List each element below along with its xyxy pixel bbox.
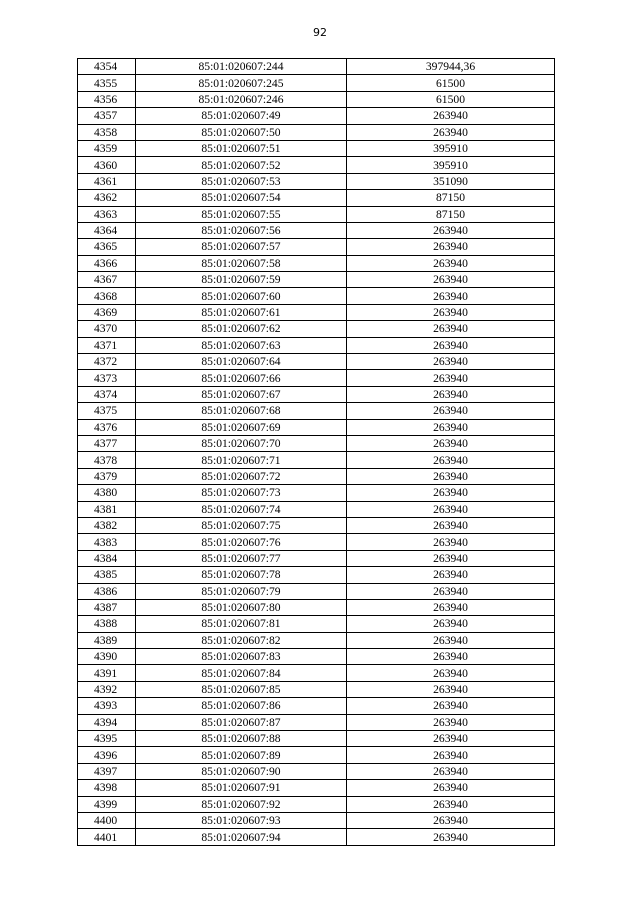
row-number-cell: 4371 [78, 337, 136, 353]
cadastral-number-cell: 85:01:020607:62 [136, 321, 347, 337]
value-cell: 263940 [347, 731, 555, 747]
value-cell: 263940 [347, 599, 555, 615]
cadastral-number-cell: 85:01:020607:50 [136, 124, 347, 140]
value-cell: 263940 [347, 403, 555, 419]
row-number-cell: 4366 [78, 255, 136, 271]
row-number-cell: 4381 [78, 501, 136, 517]
table-row [78, 747, 555, 763]
cadastral-number-cell: 85:01:020607:85 [136, 681, 347, 697]
value-cell: 263940 [347, 255, 555, 271]
cadastral-number-cell: 85:01:020607:53 [136, 173, 347, 189]
cadastral-number-cell: 85:01:020607:246 [136, 91, 347, 107]
cadastral-number-cell: 85:01:020607:244 [136, 59, 347, 75]
cadastral-number-cell: 85:01:020607:61 [136, 304, 347, 320]
value-cell: 263940 [347, 321, 555, 337]
value-cell: 263940 [347, 485, 555, 501]
table-row [78, 337, 555, 353]
table-row [78, 403, 555, 419]
value-cell: 351090 [347, 173, 555, 189]
value-cell: 263940 [347, 714, 555, 730]
row-number-cell: 4395 [78, 731, 136, 747]
cadastral-number-cell: 85:01:020607:60 [136, 288, 347, 304]
cadastral-number-cell: 85:01:020607:94 [136, 829, 347, 845]
value-cell: 263940 [347, 829, 555, 845]
table-row [78, 288, 555, 304]
value-cell: 263940 [347, 763, 555, 779]
table-row [78, 386, 555, 402]
row-number-cell: 4389 [78, 632, 136, 648]
row-number-cell: 4373 [78, 370, 136, 386]
cadastral-number-cell: 85:01:020607:51 [136, 140, 347, 156]
row-number-cell: 4360 [78, 157, 136, 173]
row-number-cell: 4372 [78, 354, 136, 370]
cadastral-number-cell: 85:01:020607:49 [136, 108, 347, 124]
row-number-cell: 4391 [78, 665, 136, 681]
row-number-cell: 4378 [78, 452, 136, 468]
table-row [78, 763, 555, 779]
cadastral-number-cell: 85:01:020607:80 [136, 599, 347, 615]
cadastral-number-cell: 85:01:020607:88 [136, 731, 347, 747]
row-number-cell: 4368 [78, 288, 136, 304]
cadastral-number-cell: 85:01:020607:54 [136, 190, 347, 206]
cadastral-number-cell: 85:01:020607:92 [136, 796, 347, 812]
value-cell: 263940 [347, 534, 555, 550]
cadastral-number-cell: 85:01:020607:74 [136, 501, 347, 517]
row-number-cell: 4384 [78, 550, 136, 566]
row-number-cell: 4396 [78, 747, 136, 763]
row-number-cell: 4361 [78, 173, 136, 189]
table-row [78, 796, 555, 812]
table-row [78, 812, 555, 828]
cadastral-number-cell: 85:01:020607:78 [136, 567, 347, 583]
row-number-cell: 4386 [78, 583, 136, 599]
table-row [78, 468, 555, 484]
row-number-cell: 4355 [78, 75, 136, 91]
cadastral-number-cell: 85:01:020607:68 [136, 403, 347, 419]
table-row [78, 485, 555, 501]
value-cell: 263940 [347, 632, 555, 648]
table-row [78, 681, 555, 697]
table-row [78, 124, 555, 140]
cadastral-number-cell: 85:01:020607:63 [136, 337, 347, 353]
table-row [78, 108, 555, 124]
table-row [78, 157, 555, 173]
value-cell: 263940 [347, 616, 555, 632]
value-cell: 263940 [347, 419, 555, 435]
table-row [78, 321, 555, 337]
value-cell: 263940 [347, 272, 555, 288]
cadastral-number-cell: 85:01:020607:76 [136, 534, 347, 550]
table-row [78, 452, 555, 468]
value-cell: 395910 [347, 140, 555, 156]
table-row [78, 304, 555, 320]
cadastral-number-cell: 85:01:020607:81 [136, 616, 347, 632]
value-cell: 263940 [347, 435, 555, 451]
cadastral-number-cell: 85:01:020607:87 [136, 714, 347, 730]
cadastral-number-cell: 85:01:020607:82 [136, 632, 347, 648]
table-row [78, 59, 555, 75]
row-number-cell: 4362 [78, 190, 136, 206]
value-cell: 263940 [347, 337, 555, 353]
table-row [78, 140, 555, 156]
value-cell: 61500 [347, 75, 555, 91]
row-number-cell: 4392 [78, 681, 136, 697]
cadastral-number-cell: 85:01:020607:64 [136, 354, 347, 370]
cadastral-number-cell: 85:01:020607:84 [136, 665, 347, 681]
row-number-cell: 4364 [78, 222, 136, 238]
table-row [78, 370, 555, 386]
row-number-cell: 4400 [78, 812, 136, 828]
cadastral-number-cell: 85:01:020607:56 [136, 222, 347, 238]
row-number-cell: 4401 [78, 829, 136, 845]
table-row [78, 206, 555, 222]
value-cell: 87150 [347, 206, 555, 222]
table-row [78, 435, 555, 451]
value-cell: 263940 [347, 747, 555, 763]
table-row [78, 517, 555, 533]
row-number-cell: 4356 [78, 91, 136, 107]
table-row [78, 222, 555, 238]
row-number-cell: 4363 [78, 206, 136, 222]
row-number-cell: 4388 [78, 616, 136, 632]
row-number-cell: 4370 [78, 321, 136, 337]
row-number-cell: 4382 [78, 517, 136, 533]
table-row [78, 780, 555, 796]
cadastral-number-cell: 85:01:020607:245 [136, 75, 347, 91]
cadastral-number-cell: 85:01:020607:89 [136, 747, 347, 763]
table-row [78, 354, 555, 370]
row-number-cell: 4365 [78, 239, 136, 255]
table-body [78, 59, 555, 846]
table-row [78, 731, 555, 747]
cadastral-number-cell: 85:01:020607:73 [136, 485, 347, 501]
value-cell: 263940 [347, 288, 555, 304]
cadastral-number-cell: 85:01:020607:72 [136, 468, 347, 484]
value-cell: 263940 [347, 681, 555, 697]
row-number-cell: 4387 [78, 599, 136, 615]
value-cell: 263940 [347, 124, 555, 140]
cadastral-number-cell: 85:01:020607:71 [136, 452, 347, 468]
table-row [78, 665, 555, 681]
table-row [78, 501, 555, 517]
value-cell: 263940 [347, 698, 555, 714]
cadastral-number-cell: 85:01:020607:79 [136, 583, 347, 599]
value-cell: 263940 [347, 649, 555, 665]
table-row [78, 583, 555, 599]
cadastral-number-cell: 85:01:020607:70 [136, 435, 347, 451]
cadastral-number-cell: 85:01:020607:67 [136, 386, 347, 402]
table-row [78, 419, 555, 435]
value-cell: 263940 [347, 796, 555, 812]
table-row [78, 567, 555, 583]
value-cell: 263940 [347, 501, 555, 517]
cadastral-number-cell: 85:01:020607:66 [136, 370, 347, 386]
table-row [78, 272, 555, 288]
table-row [78, 698, 555, 714]
row-number-cell: 4385 [78, 567, 136, 583]
cadastral-number-cell: 85:01:020607:86 [136, 698, 347, 714]
row-number-cell: 4379 [78, 468, 136, 484]
cadastral-number-cell: 85:01:020607:91 [136, 780, 347, 796]
row-number-cell: 4375 [78, 403, 136, 419]
row-number-cell: 4354 [78, 59, 136, 75]
cadastral-number-cell: 85:01:020607:75 [136, 517, 347, 533]
value-cell: 263940 [347, 468, 555, 484]
value-cell: 61500 [347, 91, 555, 107]
row-number-cell: 4380 [78, 485, 136, 501]
value-cell: 397944,36 [347, 59, 555, 75]
value-cell: 263940 [347, 222, 555, 238]
row-number-cell: 4398 [78, 780, 136, 796]
cadastral-number-cell: 85:01:020607:52 [136, 157, 347, 173]
row-number-cell: 4399 [78, 796, 136, 812]
table-row [78, 255, 555, 271]
value-cell: 395910 [347, 157, 555, 173]
cadastral-number-cell: 85:01:020607:69 [136, 419, 347, 435]
row-number-cell: 4397 [78, 763, 136, 779]
row-number-cell: 4374 [78, 386, 136, 402]
cadastral-number-cell: 85:01:020607:77 [136, 550, 347, 566]
value-cell: 263940 [347, 812, 555, 828]
table-row [78, 616, 555, 632]
table-row [78, 239, 555, 255]
row-number-cell: 4367 [78, 272, 136, 288]
value-cell: 263940 [347, 239, 555, 255]
cadastral-number-cell: 85:01:020607:58 [136, 255, 347, 271]
value-cell: 263940 [347, 550, 555, 566]
cadastral-number-cell: 85:01:020607:90 [136, 763, 347, 779]
row-number-cell: 4383 [78, 534, 136, 550]
cadastral-number-cell: 85:01:020607:83 [136, 649, 347, 665]
value-cell: 263940 [347, 452, 555, 468]
table-row [78, 534, 555, 550]
value-cell: 263940 [347, 386, 555, 402]
value-cell: 263940 [347, 665, 555, 681]
value-cell: 263940 [347, 567, 555, 583]
value-cell: 263940 [347, 304, 555, 320]
cadastral-table [77, 58, 555, 846]
cadastral-number-cell: 85:01:020607:93 [136, 812, 347, 828]
table-row [78, 649, 555, 665]
row-number-cell: 4393 [78, 698, 136, 714]
row-number-cell: 4358 [78, 124, 136, 140]
table-row [78, 714, 555, 730]
row-number-cell: 4359 [78, 140, 136, 156]
value-cell: 87150 [347, 190, 555, 206]
cadastral-number-cell: 85:01:020607:59 [136, 272, 347, 288]
value-cell: 263940 [347, 370, 555, 386]
value-cell: 263940 [347, 108, 555, 124]
cadastral-number-cell: 85:01:020607:57 [136, 239, 347, 255]
row-number-cell: 4376 [78, 419, 136, 435]
table-row [78, 632, 555, 648]
table-row [78, 599, 555, 615]
cadastral-number-cell: 85:01:020607:55 [136, 206, 347, 222]
row-number-cell: 4394 [78, 714, 136, 730]
table-row [78, 91, 555, 107]
table-row [78, 75, 555, 91]
value-cell: 263940 [347, 780, 555, 796]
row-number-cell: 4357 [78, 108, 136, 124]
value-cell: 263940 [347, 354, 555, 370]
table-row [78, 550, 555, 566]
table-row [78, 173, 555, 189]
row-number-cell: 4377 [78, 435, 136, 451]
row-number-cell: 4369 [78, 304, 136, 320]
page-number: 92 [313, 26, 327, 39]
table-row [78, 829, 555, 845]
row-number-cell: 4390 [78, 649, 136, 665]
value-cell: 263940 [347, 517, 555, 533]
table-row [78, 190, 555, 206]
value-cell: 263940 [347, 583, 555, 599]
